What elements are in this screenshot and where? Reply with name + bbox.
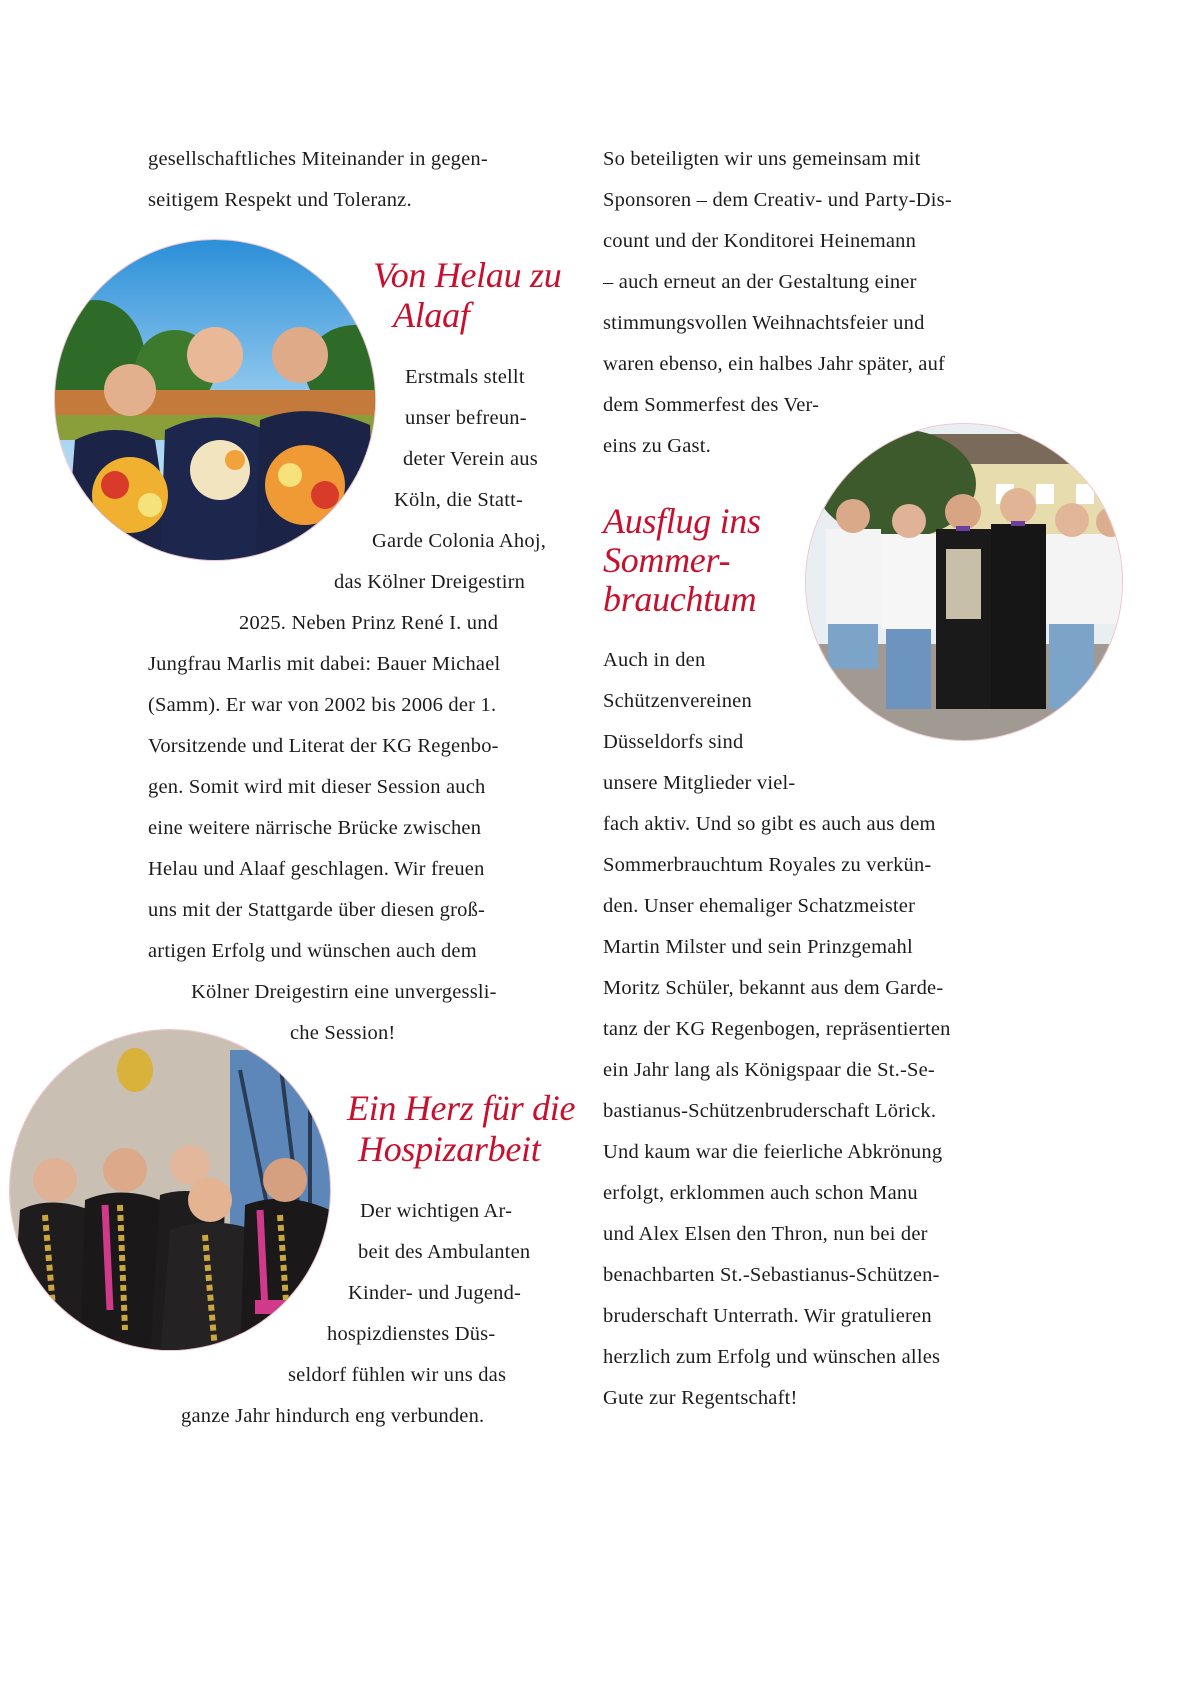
- body-text-line: waren ebenso, ein halbes Jahr später, auf: [603, 353, 946, 375]
- body-text-line: fach aktiv. Und so gibt es auch aus dem: [603, 813, 936, 835]
- body-text-line: beit des Ambulanten: [358, 1241, 531, 1263]
- body-text-line: benachbarten St.-Sebastianus-Schützen-: [603, 1264, 940, 1286]
- body-text-line: dem Sommerfest des Ver-: [603, 394, 820, 416]
- section-heading: Alaaf: [393, 295, 470, 335]
- body-text-line: che Session!: [290, 1022, 396, 1044]
- body-text-line: und Alex Elsen den Thron, nun bei der: [603, 1223, 928, 1245]
- body-text-line: bastianus-Schützenbruderschaft Lörick.: [603, 1100, 937, 1122]
- body-text-line: seldorf fühlen wir uns das: [288, 1364, 507, 1386]
- body-text-line: hospizdienstes Düs-: [327, 1323, 496, 1345]
- body-text-line: eine weitere närrische Brücke zwischen: [148, 817, 482, 839]
- body-text-line: Erstmals stellt: [405, 366, 525, 388]
- body-text-line: Moritz Schüler, bekannt aus dem Garde-: [603, 977, 944, 999]
- body-text-line: Kölner Dreigestirn eine unvergessli-: [191, 981, 497, 1003]
- body-text-line: stimmungsvollen Weihnachtsfeier und: [603, 312, 925, 334]
- body-text-line: eins zu Gast.: [603, 435, 711, 457]
- body-text-line: Helau und Alaaf geschlagen. Wir freuen: [148, 858, 485, 880]
- section-heading: Von Helau zu: [373, 255, 562, 295]
- body-text-line: ein Jahr lang als Königspaar die St.-Se-: [603, 1059, 935, 1081]
- body-text-line: gesellschaftliches Miteinander in gegen-: [148, 148, 488, 170]
- body-text-line: herzlich zum Erfolg und wünschen alles: [603, 1346, 941, 1368]
- body-text-line: ganze Jahr hindurch eng verbunden.: [181, 1405, 485, 1427]
- body-text-line: Der wichtigen Ar-: [360, 1200, 513, 1222]
- body-text-line: (Samm). Er war von 2002 bis 2006 der 1.: [148, 694, 497, 716]
- body-text-line: uns mit der Stattgarde über diesen groß-: [148, 899, 486, 921]
- body-text-line: Vorsitzende und Literat der KG Regenbo-: [148, 735, 499, 757]
- section-heading: brauchtum: [603, 579, 757, 619]
- body-text-line: count und der Konditorei Heinemann: [603, 230, 917, 252]
- body-text-line: unsere Mitglieder viel-: [603, 772, 796, 794]
- body-text-line: das Kölner Dreigestirn: [334, 571, 526, 593]
- section-heading: Hospizarbeit: [358, 1129, 541, 1169]
- body-text-line: Und kaum war die feierliche Abkrönung: [603, 1141, 943, 1163]
- photo-hospizarbeit: [10, 1030, 330, 1350]
- body-text-line: bruderschaft Unterrath. Wir gratulieren: [603, 1305, 932, 1327]
- body-text-line: unser befreun-: [405, 407, 527, 429]
- body-text-line: artigen Erfolg und wünschen auch dem: [148, 940, 477, 962]
- body-text-line: seitigem Respekt und Toleranz.: [148, 189, 412, 211]
- body-text-line: deter Verein aus: [403, 448, 538, 470]
- section-heading: Ausflug ins: [603, 501, 761, 541]
- body-text-line: – auch erneut an der Gestaltung einer: [603, 271, 917, 293]
- body-text-line: Auch in den: [603, 649, 706, 671]
- photo-helau-alaaf: [55, 240, 375, 560]
- section-heading: Ein Herz für die: [347, 1088, 576, 1128]
- body-text-line: So beteiligten wir uns gemeinsam mit: [603, 148, 921, 170]
- body-text-line: 2025. Neben Prinz René I. und: [239, 612, 499, 634]
- body-text-line: erfolgt, erklommen auch schon Manu: [603, 1182, 918, 1204]
- body-text-line: Sponsoren – dem Creativ- und Party-Dis-: [603, 189, 952, 211]
- body-text-line: Sommerbrauchtum Royales zu verkün-: [603, 854, 932, 876]
- body-text-line: Garde Colonia Ahoj,: [372, 530, 547, 552]
- body-text-line: Jungfrau Marlis mit dabei: Bauer Michael: [148, 653, 501, 675]
- body-text-line: den. Unser ehemaliger Schatzmeister: [603, 895, 916, 917]
- body-text-line: Düsseldorfs sind: [603, 731, 744, 753]
- body-text-line: Gute zur Regentschaft!: [603, 1387, 798, 1409]
- section-heading: Sommer-: [603, 540, 731, 580]
- photo-sommerbrauchtum: [806, 424, 1122, 740]
- body-text-line: gen. Somit wird mit dieser Session auch: [148, 776, 486, 798]
- body-text-line: Köln, die Statt-: [394, 489, 524, 511]
- body-text-line: Kinder- und Jugend-: [348, 1282, 522, 1304]
- body-text-line: Martin Milster und sein Prinzgemahl: [603, 936, 913, 958]
- body-text-line: Schützenvereinen: [603, 690, 752, 712]
- body-text-line: tanz der KG Regenbogen, repräsentierten: [603, 1018, 951, 1040]
